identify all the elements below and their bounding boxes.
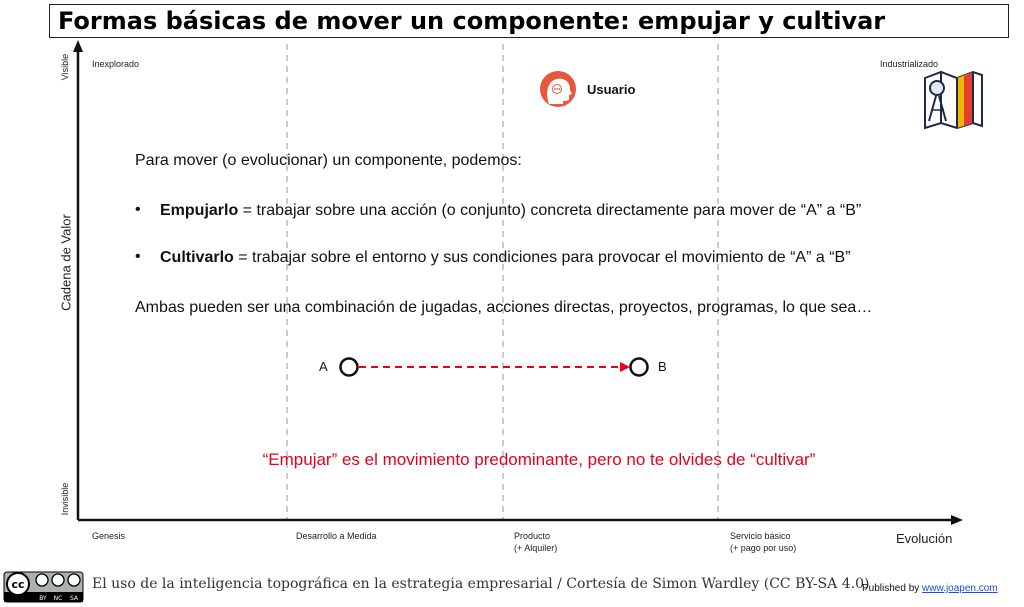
intro-text: Para mover (o evolucionar) un componente, podemos:	[135, 152, 522, 169]
y-axis-title: Cadena de Valor	[58, 214, 74, 311]
user-label: Usuario	[587, 82, 636, 97]
bullet-push	[160, 202, 861, 220]
svg-text:NC: NC	[53, 595, 63, 602]
stage-top-right: Industrializado	[880, 59, 939, 69]
svg-text:cc: cc	[11, 578, 25, 591]
stage-top-left: Inexplorado	[92, 59, 140, 69]
bullet-cultivate-bold: Cultivarlo	[160, 249, 234, 266]
page-title: Formas básicas de mover un componente: empujar y cultivar	[58, 7, 886, 35]
stage-product: Producto	[514, 531, 551, 541]
node-a-label: A	[319, 359, 328, 374]
stage-commodity: Servicio básico	[730, 531, 791, 541]
cc-license-icon	[4, 572, 83, 602]
closing-text: Ambas pueden ser una combinación de jugadas, acciones directas, proyectos, programas, lo que sea…	[135, 299, 873, 316]
highlight-text: “Empujar” es el movimiento predominante, pero no te olvides de “cultivar”	[262, 450, 816, 469]
user-head-icon	[540, 71, 576, 107]
bullet-dot-2: •	[135, 248, 141, 265]
published-prefix: Published by	[862, 583, 923, 594]
movement-arrow-head	[620, 362, 630, 372]
stage-custom: Desarrollo a Medida	[296, 531, 377, 541]
stage-commodity-sub: (+ pago por uso)	[730, 543, 797, 553]
bullet-push-text: = trabajar sobre una acción (o conjunto) concreta directamente para mover de “A” a “B”	[238, 202, 862, 219]
bullet-push-bold: Empujarlo	[160, 202, 239, 219]
node-b-label: B	[658, 359, 667, 374]
published-by	[862, 583, 998, 594]
bullet-cultivate	[160, 249, 851, 267]
svg-text:SA: SA	[69, 595, 79, 602]
map-compass-icon	[925, 72, 982, 128]
y-bottom-label: Invisible	[60, 482, 70, 516]
bullet-dot-1: •	[135, 201, 141, 218]
node-b	[631, 359, 648, 376]
x-axis-arrow	[951, 515, 963, 525]
stage-product-sub: (+ Alquiler)	[514, 543, 558, 553]
x-axis-title: Evolución	[896, 531, 953, 546]
y-axis-arrow	[73, 40, 83, 52]
y-top-label: Visible	[60, 53, 70, 81]
footer-credit: El uso de la inteligencia topográfica en la estrategia empresarial / Cortesía de Simon Wardley (CC BY-SA 4.0)	[92, 576, 870, 592]
node-a	[341, 359, 358, 376]
svg-text:BY: BY	[39, 595, 47, 602]
stage-genesis: Genesis	[92, 531, 126, 541]
bullet-cultivate-text: = trabajar sobre el entorno y sus condiciones para provocar el movimiento de “A” a “B”	[233, 249, 851, 266]
published-link[interactable]: www.joapen.com	[922, 583, 998, 594]
